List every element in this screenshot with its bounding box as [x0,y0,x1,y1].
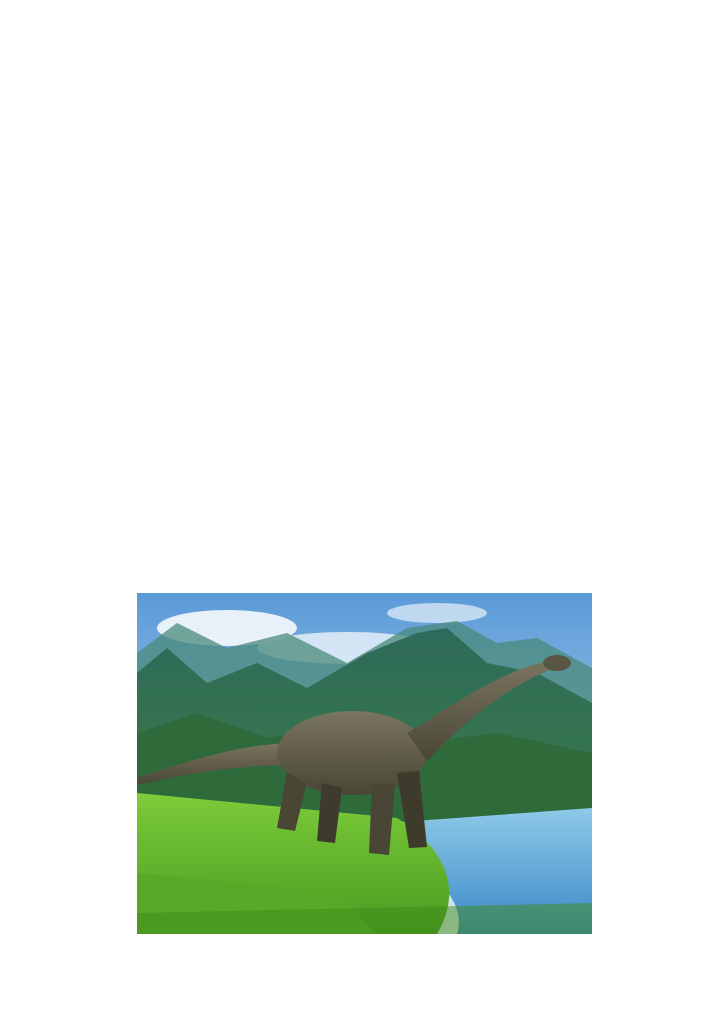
brontosaurus-photo [137,593,592,934]
title-wordart [150,82,570,210]
